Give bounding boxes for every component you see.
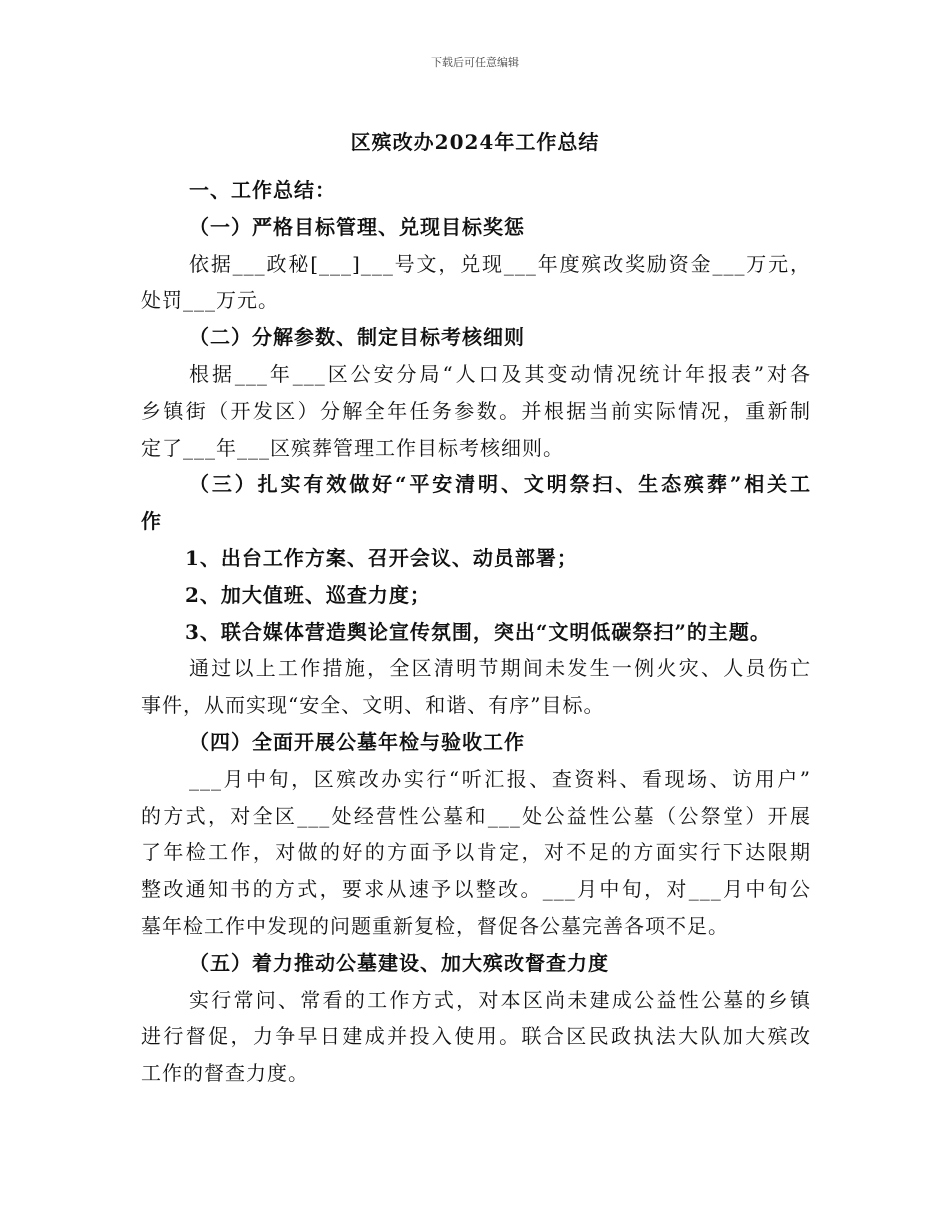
paragraph-line: 根据___年___区公安分局“人口及其变动情况统计年报表”对各 [189, 361, 811, 386]
paragraph-line: 的方式，对全区___处经营性公墓和___处公益性公墓（公祭堂）开展 [141, 803, 811, 828]
paragraph-line: 整改通知书的方式，要求从速予以整改。___月中旬，对___月中旬公 [141, 877, 811, 902]
paragraph-line: ___月中旬，区殡改办实行“听汇报、查资料、看现场、访用户” [189, 766, 811, 791]
paragraph-line: 了年检工作，对做的好的方面予以肯定，对不足的方面实行下达限期 [141, 840, 811, 865]
page-header: 下载后可任意编辑 [431, 56, 519, 69]
paragraph-line: 处罚___万元。 [141, 288, 279, 313]
paragraph-line: 工作的督查力度。 [141, 1061, 309, 1086]
subsection-heading-3-cont: 作 [141, 509, 162, 534]
subsection-heading-2: （二）分解参数、制定目标考核细则 [189, 325, 525, 350]
document-title: 区殡改办2024年工作总结 [350, 130, 600, 154]
document-body [141, 172, 811, 1092]
section-heading: 一、工作总结： [189, 178, 336, 202]
subsection-heading-5: （五）着力推动公墓建设、加大殡改督查力度 [189, 950, 609, 975]
paragraph-line: 实行常问、常看的工作方式，对本区尚未建成公益性公墓的乡镇 [189, 987, 811, 1012]
paragraph-line: 进行督促，力争早日建成并投入使用。联合区民政执法大队加大殡改 [141, 1024, 811, 1049]
list-item: 3、联合媒体营造舆论宣传氛围，突出“文明低碳祭扫”的主题。 [185, 619, 771, 644]
paragraph-line: 乡镇街（开发区）分解全年任务参数。并根据当前实际情况，重新制 [141, 398, 811, 423]
paragraph-line: 墓年检工作中发现的问题重新复检，督促各公墓完善各项不足。 [141, 913, 729, 938]
paragraph-line: 事件，从而实现“安全、文明、和谐、有序”目标。 [141, 693, 605, 718]
list-item: 2、加大值班、巡查力度； [185, 582, 431, 607]
paragraph-line: 依据___政秘[___]___号文，兑现___年度殡改奖励资金___万元， [189, 251, 811, 276]
paragraph-line: 定了___年___区殡葬管理工作目标考核细则。 [141, 435, 564, 460]
subsection-heading-4: （四）全面开展公墓年检与验收工作 [189, 729, 525, 754]
subsection-heading-3: （三）扎实有效做好“平安清明、文明祭扫、生态殡葬”相关工 [189, 472, 811, 497]
list-item: 1、出台工作方案、召开会议、动员部署； [185, 545, 578, 570]
paragraph-line: 通过以上工作措施，全区清明节期间未发生一例火灾、人员伤亡 [189, 656, 811, 681]
subsection-heading-1: （一）严格目标管理、兑现目标奖惩 [189, 214, 525, 239]
